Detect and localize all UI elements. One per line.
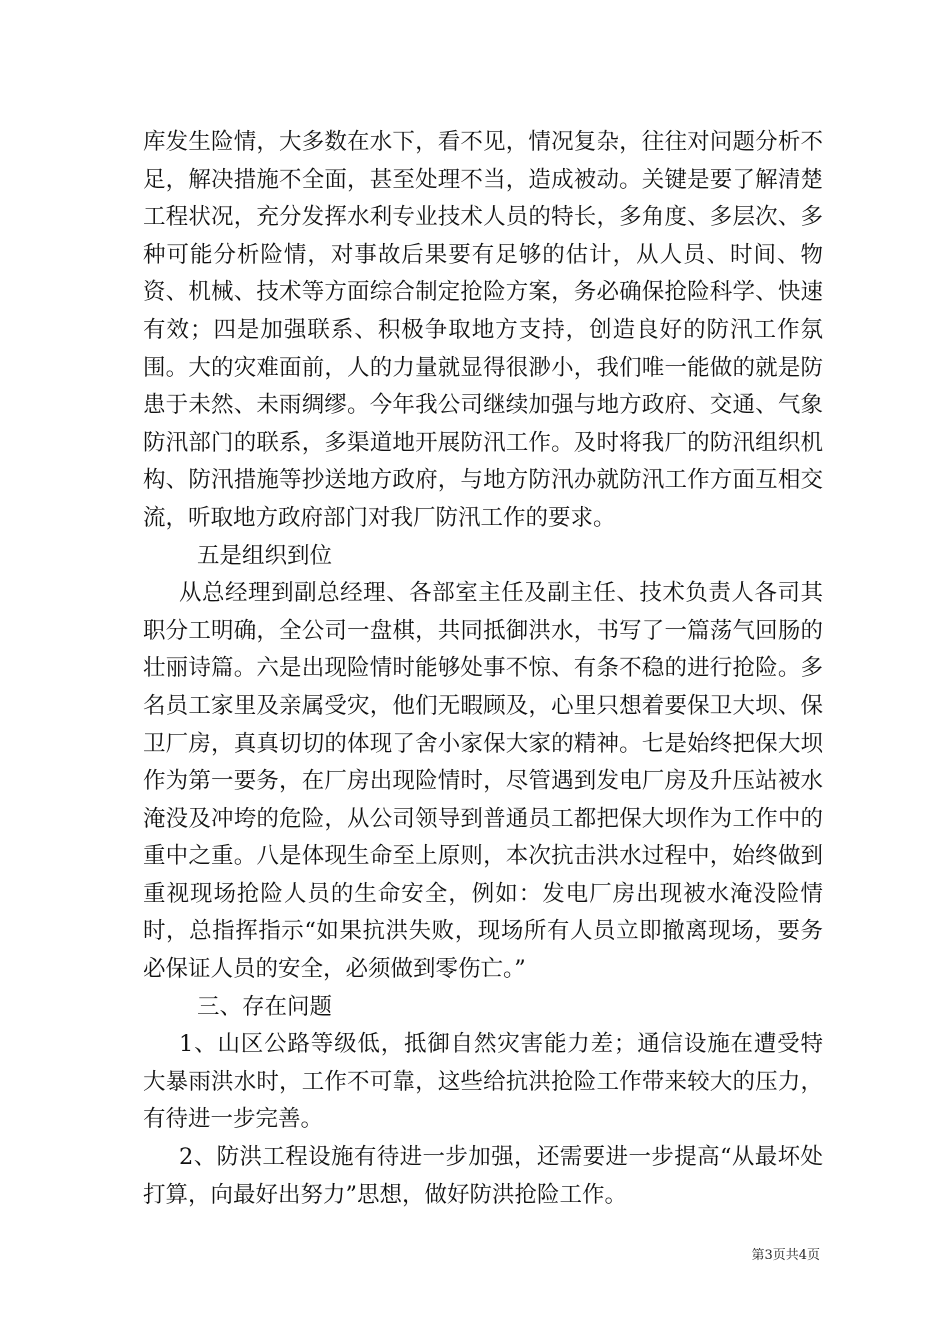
paragraph-problem-1: 1、山区公路等级低，抵御自然灾害能力差；通信设施在遭受特大暴雨洪水时，工作不可靠，这些给抗洪抢险工作带来较大的压力，有待进一步完善。	[143, 1031, 823, 1133]
document-body	[143, 124, 823, 1214]
page-number: 第3页共4页	[751, 1248, 820, 1263]
section-heading-organization: 五是组织到位	[197, 542, 333, 569]
paragraph-organization: 从总经理到副总经理、各部室主任及副主任、技术负责人各司其职分工明确，全公司一盘棋，共同抵御洪水，书写了一篇荡气回肠的壮丽诗篇。六是出现险情时能够处事不惊、有条不稳的进行抢险。多名员工家里及亲属受灾，他们无暇顾及，心里只想着要保卫大坝、保卫厂房，真真切切的体现了舍小家保大家的精神。七是始终把保大坝作为第一要务，在厂房出现险情时，尽管遇到发电厂房及升压站被水淹没及冲垮的危险，从公司领导到普通员工都把保大坝作为工作中的重中之重。八是体现生命至上原则，本次抗击洪水过程中，始终做到重视现场抢险人员的生命安全，例如：发电厂房出现被水淹没险情时，总指挥指示“如果抗洪失败，现场所有人员立即撤离现场，要务必保证人员的安全，必须做到零伤亡。”	[143, 580, 823, 983]
paragraph-problem-2: 2、防洪工程设施有待进一步加强，还需要进一步提高“从最坏处打算，向最好出努力”思想，做好防洪抢险工作。	[143, 1144, 823, 1208]
section-heading-problems: 三、存在问题	[197, 993, 333, 1020]
paragraph-continued: 库发生险情，大多数在水下，看不见，情况复杂，往往对问题分析不足，解决措施不全面，甚至处理不当，造成被动。关键是要了解清楚工程状况，充分发挥水利专业技术人员的特长，多角度、多层次、多种可能分析险情，对事故后果要有足够的估计，从人员、时间、物资、机械、技术等方面综合制定抢险方案，务必确保抢险科学、快速有效；四是加强联系、积极争取地方支持，创造良好的防汛工作氛围。大的灾难面前，人的力量就显得很渺小，我们唯一能做的就是防患于未然、未雨绸缪。今年我公司继续加强与地方政府、交通、气象防汛部门的联系，多渠道地开展防汛工作。及时将我厂的防汛组织机构、防汛措施等抄送地方政府，与地方防汛办就防汛工作方面互相交流，听取地方政府部门对我厂防汛工作的要求。	[143, 129, 823, 531]
